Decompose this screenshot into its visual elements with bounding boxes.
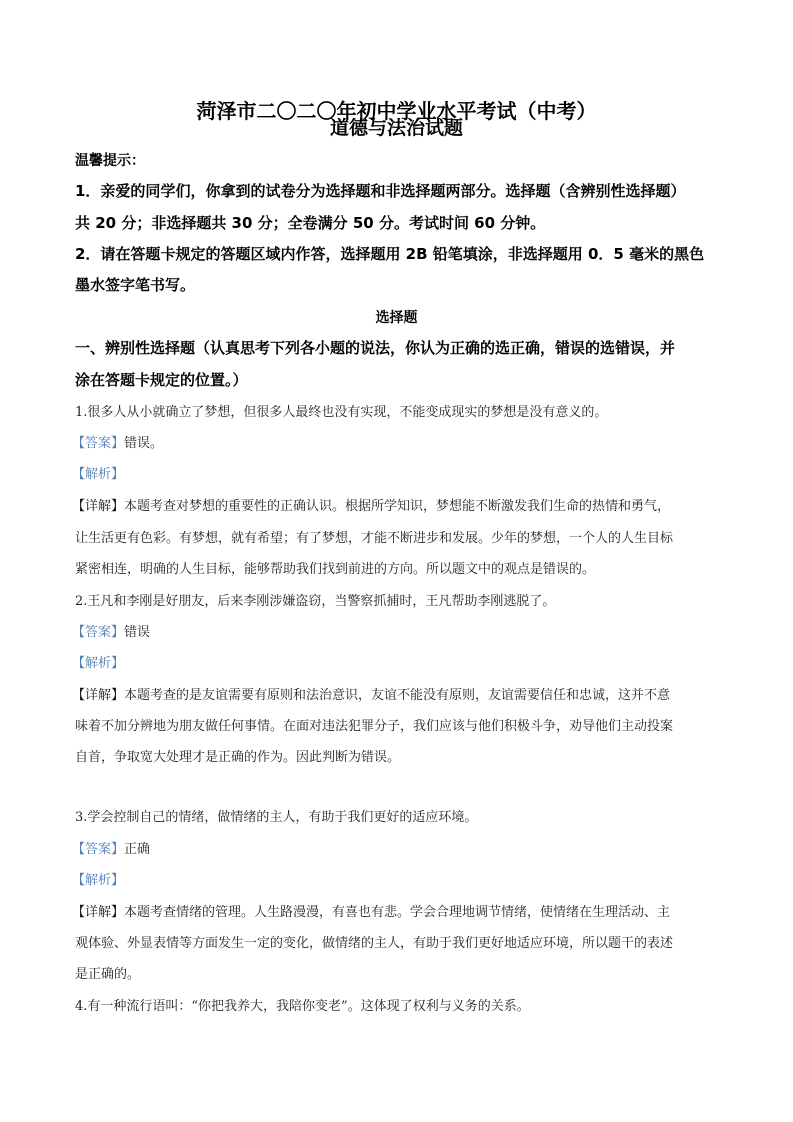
- answer-value: 正确: [124, 842, 151, 857]
- analysis-tag: 【解析】: [72, 873, 125, 888]
- exam-title: 菏泽市二〇二〇年初中学业水平考试（中考）: [196, 99, 597, 123]
- notice-line-3: 2．请在答题卡规定的答题区域内作答，选择题用 2B 铅笔填涂，非选择题用 0．5 毫米的黑色: [75, 245, 705, 263]
- detail-text: 本题考查情绪的管理。人生路漫漫，有喜也有悲。学会合理地调节情绪，使情绪在生理活动、主: [124, 905, 671, 920]
- detail-2-line-2: 味着不加分辨地为朋友做任何事情。在面对违法犯罪分子，我们应该与他们积极斗争，劝导他们主动投案: [75, 719, 674, 734]
- notice-heading: 温馨提示：: [75, 153, 145, 169]
- exam-subject: [0, 113, 793, 140]
- detail-3-line-2: 观体验、外显表情等方面发生一定的变化，做情绪的主人，有助于我们更好地适应环境，所以题干的表述: [75, 936, 674, 951]
- detail-2-line-1: [72, 684, 670, 703]
- detail-tag: 【详解】: [72, 499, 125, 514]
- analysis-2: [72, 652, 124, 671]
- detail-text: 本题考查对梦想的重要性的正确认识。根据所学知识，梦想能不断激发我们生命的热情和勇气，: [124, 499, 671, 514]
- analysis-1: [72, 463, 124, 482]
- answer-2: [72, 621, 150, 640]
- detail-text: 本题考查的是友谊需要有原则和法治意识，友谊不能没有原则，友谊需要信任和忠诚，这并不意: [124, 688, 671, 703]
- notice-line-2: 共 20 分；非选择题共 30 分；全卷满分 50 分。考试时间 60 分钟。: [75, 214, 546, 232]
- answer-tag: 【答案】: [72, 842, 125, 857]
- notice-line-1: 1．亲爱的同学们，你拿到的试卷分为选择题和非选择题两部分。选择题（含辨别性选择题）: [75, 182, 686, 200]
- detail-1-line-2: 让生活更有色彩。有梦想，就有希望；有了梦想，才能不断进步和发展。少年的梦想，一个人的人生目标: [75, 531, 674, 546]
- question-3: 3.学会控制自己的情绪，做情绪的主人，有助于我们更好的适应环境。: [75, 810, 478, 825]
- answer-tag: 【答案】: [72, 625, 125, 640]
- answer-value: 错误。: [124, 436, 164, 451]
- detail-3-line-3: 是正确的。: [75, 967, 141, 982]
- answer-tag: 【答案】: [72, 436, 125, 451]
- detail-tag: 【详解】: [72, 688, 125, 703]
- detail-1-line-1: [72, 495, 670, 514]
- notice-line-4: 墨水签字笔书写。: [75, 276, 196, 294]
- part-title-line-2: 涂在答题卡规定的位置。）: [75, 371, 248, 389]
- answer-value: 错误: [124, 625, 151, 640]
- question-4: 4.有一种流行语叫：“你把我养大，我陪你变老”。这体现了权利与义务的关系。: [75, 999, 530, 1014]
- question-1: 1.很多人从小就确立了梦想，但很多人最终也没有实现，不能变成现实的梦想是没有意义的。: [75, 405, 608, 420]
- analysis-tag: 【解析】: [72, 656, 125, 671]
- detail-2-line-3: 自首，争取宽大处理才是正确的作为。因此判断为错误。: [75, 750, 401, 765]
- detail-tag: 【详解】: [72, 905, 125, 920]
- detail-3-line-1: [72, 901, 670, 920]
- answer-3: [72, 838, 150, 857]
- analysis-3: [72, 869, 124, 888]
- part-title-line-1: 一、辨别性选择题（认真思考下列各小题的说法，你认为正确的选正确，错误的选错误，并: [75, 339, 676, 357]
- exam-subject-text: 道德与法治试题: [329, 117, 463, 139]
- question-2: 2.王凡和李刚是好朋友，后来李刚涉嫌盗窃，当警察抓捕时，王凡帮助李刚逃脱了。: [75, 594, 556, 609]
- section-label: 选择题: [375, 310, 418, 326]
- analysis-tag: 【解析】: [72, 467, 125, 482]
- answer-1: [72, 432, 163, 451]
- detail-1-line-3: 紧密相连，明确的人生目标，能够帮助我们找到前进的方向。所以题文中的观点是错误的。: [75, 562, 596, 577]
